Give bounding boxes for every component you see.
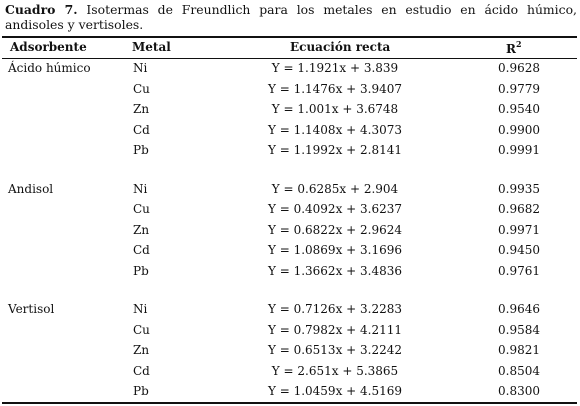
metal-cell: Cd <box>133 363 150 378</box>
metal-cell: Zn <box>133 222 150 237</box>
r2-cell: 0.9682 <box>498 202 540 216</box>
equation-cell: Y = 1.0459x + 4.5169 <box>267 384 403 398</box>
metal-cell: Ni <box>133 181 148 196</box>
equation-cell: Y = 2.651x + 5.3865 <box>271 363 399 378</box>
bottom-rule <box>2 402 577 404</box>
metal-cell: Cd <box>133 243 150 257</box>
adsorbente-cell: Vertisol <box>8 302 55 316</box>
r2-cell: 0.8300 <box>498 384 540 398</box>
equation-cell: Y = 0.6513x + 3.2242 <box>267 343 403 357</box>
metal-cell: Zn <box>133 343 150 357</box>
r2-cell: 0.9761 <box>498 263 540 278</box>
metal-cell: Ni <box>133 61 148 75</box>
equation-cell: Y = 1.1476x + 3.9407 <box>267 81 403 96</box>
r2-cell: 0.9821 <box>498 343 540 357</box>
header-r2 <box>506 40 522 56</box>
header-adsorbente: Adsorbente <box>10 40 87 54</box>
metal-cell: Pb <box>133 263 149 278</box>
metal-cell: Cu <box>133 202 150 216</box>
caption-label: Cuadro 7. <box>5 2 78 17</box>
table-caption <box>5 2 577 32</box>
adsorbente-cell: Andisol <box>8 181 54 196</box>
equation-cell: Y = 1.001x + 3.6748 <box>271 102 399 116</box>
r2-cell: 0.9900 <box>498 122 540 137</box>
metal-cell: Pb <box>133 384 149 398</box>
caption-text: Isotermas de Freundlich para los metales en estudio en ácido húmico, andisoles y vertisoles. <box>5 2 577 32</box>
r2-cell: 0.8504 <box>498 363 540 378</box>
header-r2-base: R <box>506 42 516 56</box>
equation-cell: Y = 0.6822x + 2.9624 <box>267 222 403 237</box>
r2-cell: 0.9646 <box>498 302 540 316</box>
adsorbente-cell: Ácido húmico <box>8 61 91 75</box>
header-r2-superscript: 2 <box>515 39 522 49</box>
r2-cell: 0.9935 <box>498 181 540 196</box>
top-rule <box>2 36 577 38</box>
header-metal: Metal <box>132 40 171 54</box>
equation-cell: Y = 1.1921x + 3.839 <box>271 61 399 75</box>
equation-cell: Y = 0.7126x + 3.2283 <box>267 302 403 316</box>
equation-cell: Y = 1.1408x + 4.3073 <box>267 122 403 137</box>
r2-cell: 0.9584 <box>498 322 540 337</box>
r2-cell: 0.9628 <box>498 61 540 75</box>
r2-cell: 0.9779 <box>498 81 540 96</box>
r2-cell: 0.9971 <box>498 222 540 237</box>
equation-cell: Y = 0.6285x + 2.904 <box>271 181 399 196</box>
r2-cell: 0.9540 <box>498 102 540 116</box>
equation-cell: Y = 1.0869x + 3.1696 <box>267 243 403 257</box>
equation-cell: Y = 1.3662x + 3.4836 <box>267 263 403 278</box>
metal-cell: Cu <box>133 81 150 96</box>
header-ecuacion: Ecuación recta <box>290 40 391 54</box>
metal-cell: Zn <box>133 102 150 116</box>
metal-cell: Pb <box>133 143 149 157</box>
metal-cell: Cd <box>133 122 150 137</box>
equation-cell: Y = 1.1992x + 2.8141 <box>267 143 403 157</box>
r2-cell: 0.9991 <box>498 143 540 157</box>
metal-cell: Ni <box>133 302 148 316</box>
equation-cell: Y = 0.4092x + 3.6237 <box>267 202 403 216</box>
header-rule <box>2 58 577 59</box>
r2-cell: 0.9450 <box>498 243 540 257</box>
equation-cell: Y = 0.7982x + 4.2111 <box>267 322 403 337</box>
metal-cell: Cu <box>133 322 150 337</box>
